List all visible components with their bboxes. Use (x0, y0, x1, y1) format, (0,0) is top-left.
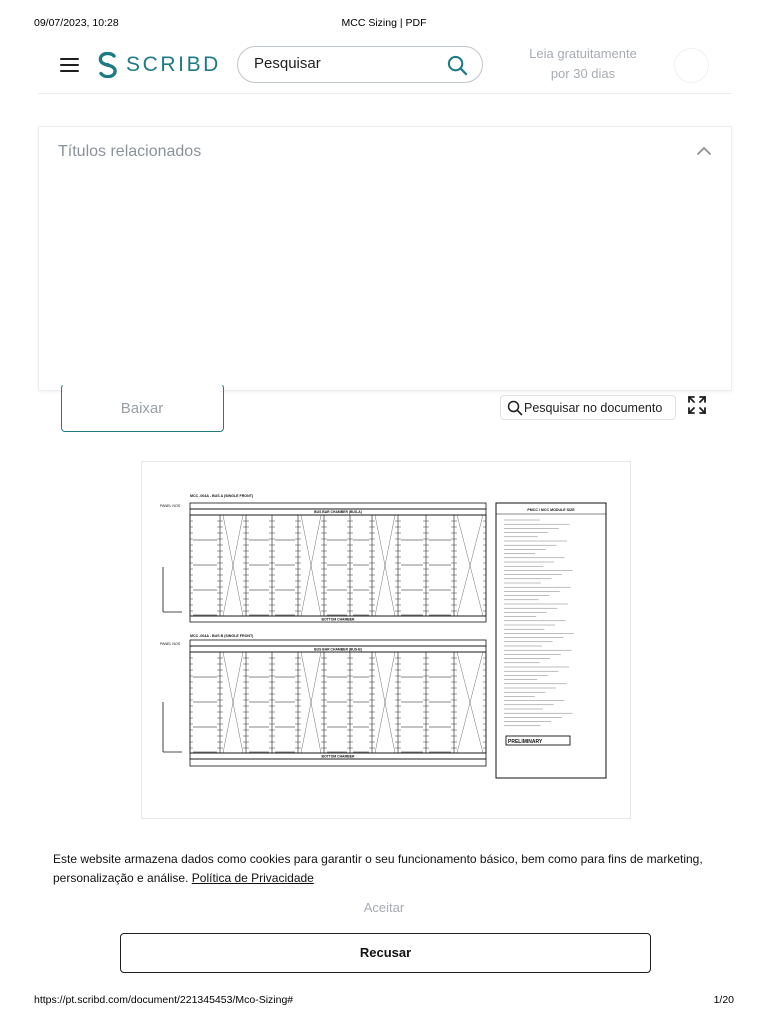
section2-title: MCC -004A - BUS B (SINGLE FRONT) (190, 634, 254, 638)
scribd-logo[interactable] (97, 52, 221, 78)
print-footer (0, 994, 768, 1008)
top-navigation-bar (38, 40, 732, 94)
cookie-message: Este website armazena dados como cookies para garantir o seu funcionamento básico, bem como para fins de marketing, personalização e análise. (53, 852, 703, 885)
site-search-input[interactable]: Pesquisar (254, 55, 321, 72)
free-trial-line2: por 30 dias (550, 66, 616, 81)
search-icon (507, 400, 523, 416)
document-page-preview[interactable] (141, 461, 631, 819)
mcc-sizing-drawing (142, 462, 632, 820)
bottom-chamber-label-2: BOTTOM CHAMBER (321, 754, 355, 759)
site-search-bar[interactable] (237, 46, 483, 83)
print-page-number: 1/20 (713, 994, 734, 1006)
free-trial-link[interactable] (508, 44, 658, 84)
refuse-cookies-button[interactable]: Recusar (120, 933, 651, 973)
panel-nos-label-1: PANEL NOS (160, 504, 181, 508)
print-title: MCC Sizing | PDF (341, 17, 427, 29)
busbar-b-label: BUS BAR CHAMBER (BUS-B) (314, 647, 362, 652)
download-button[interactable] (61, 384, 224, 432)
hamburger-menu-icon[interactable] (60, 57, 80, 73)
privacy-policy-link[interactable]: Política de Privacidade (191, 871, 314, 885)
fullscreen-expand-icon[interactable] (688, 396, 706, 414)
print-datetime: 09/07/2023, 10:28 (34, 17, 119, 29)
document-search-label: Pesquisar no documento (524, 401, 663, 415)
busbar-a-label: BUS BAR CHAMBER (BUS-A) (314, 510, 362, 514)
print-url: https://pt.scribd.com/document/221345453/Mco-Sizing# (34, 994, 294, 1006)
document-search-button[interactable] (500, 395, 676, 420)
side-table-title: PMCC / MCC MODULE SIZE (527, 508, 575, 512)
panel-nos-label-2: PANEL NOS (160, 642, 181, 646)
search-icon[interactable] (447, 55, 468, 76)
section1-title: MCC -004A - BUS A (SINGLE FRONT) (190, 494, 254, 498)
scribd-logo-text: SCRIBD (126, 53, 221, 76)
bottom-chamber-label-1: BOTTOM CHAMBER (321, 617, 355, 622)
accept-cookies-button[interactable]: Aceitar (363, 900, 405, 915)
free-trial-line1: Leia gratuitamente (529, 46, 637, 61)
chevron-up-icon[interactable] (697, 146, 711, 156)
related-titles-panel (38, 126, 732, 391)
scribd-logo-icon (97, 52, 119, 78)
cookie-consent-text (53, 850, 713, 888)
download-button-label: Baixar (120, 400, 164, 417)
user-avatar-placeholder[interactable] (674, 48, 709, 83)
preliminary-stamp: PRELIMINARY (508, 739, 543, 745)
print-header (0, 17, 768, 31)
related-titles-heading: Títulos relacionados (58, 143, 202, 160)
